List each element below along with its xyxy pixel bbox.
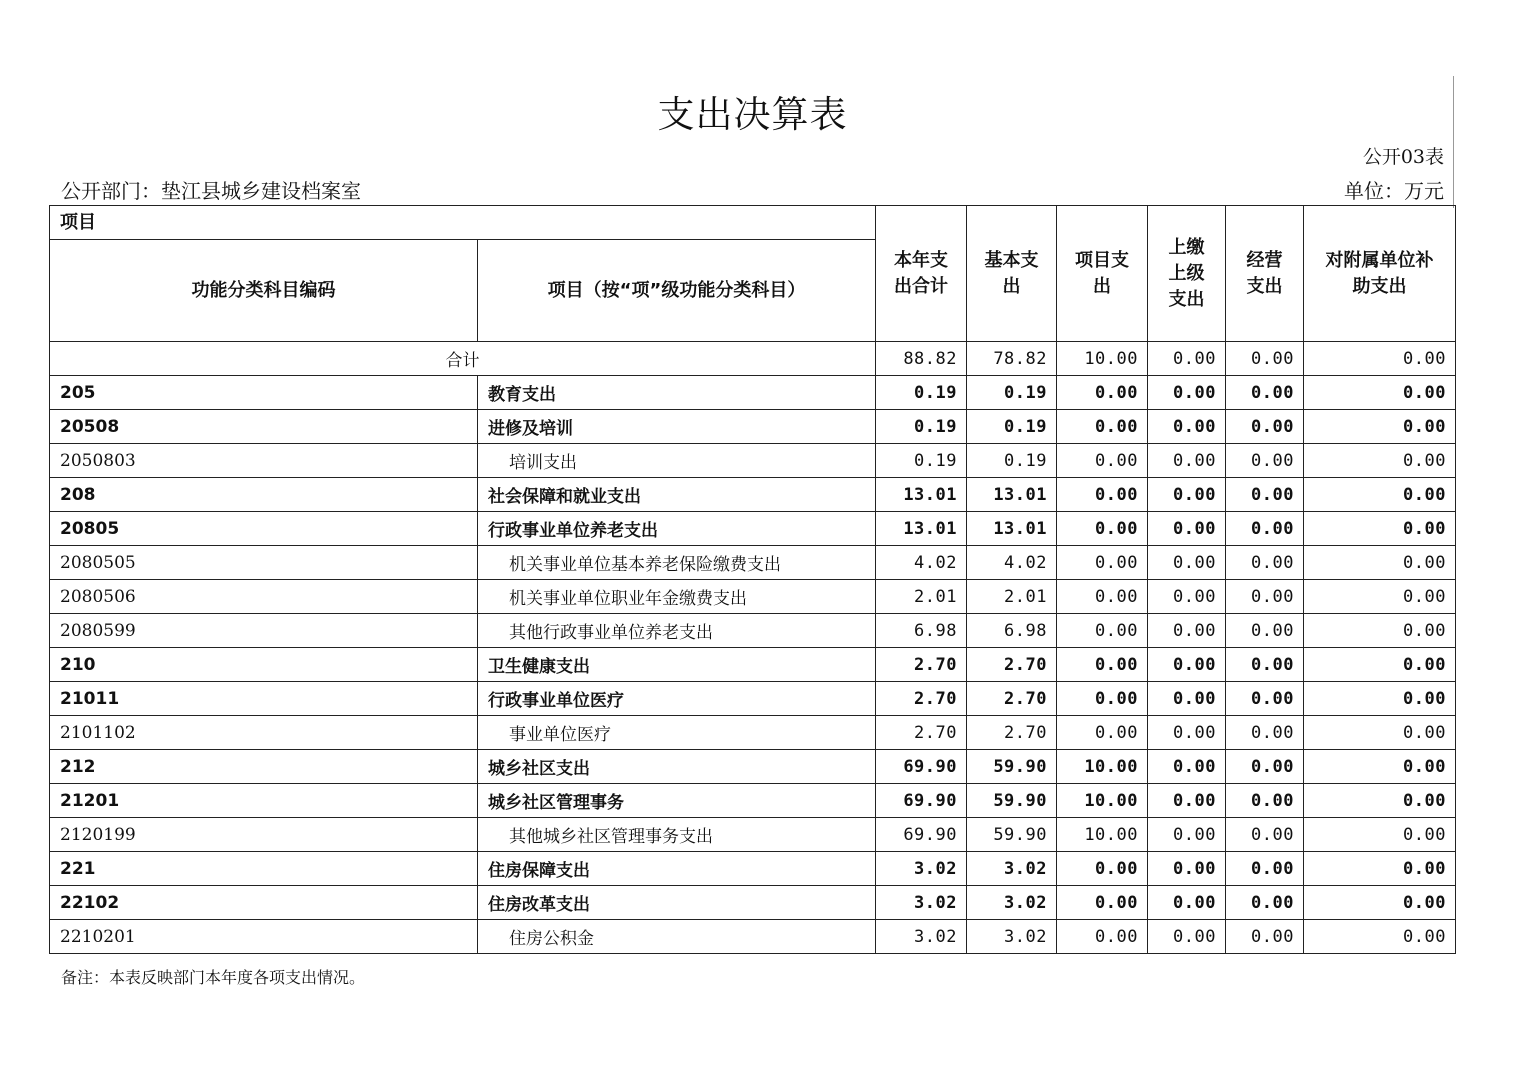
row-value: 0.00 [1148,716,1226,750]
row-value: 0.00 [1057,886,1148,920]
row-value: 0.19 [967,410,1057,444]
row-value: 4.02 [967,546,1057,580]
row-value: 0.00 [1226,478,1304,512]
row-value: 3.02 [967,920,1057,954]
total-value: 78.82 [967,342,1057,376]
row-value: 0.00 [1148,478,1226,512]
row-code: 20805 [50,512,478,546]
row-value: 0.00 [1304,784,1456,818]
row-code: 2080599 [50,614,478,648]
total-value: 88.82 [876,342,967,376]
row-value: 0.00 [1226,852,1304,886]
row-value: 0.00 [1226,580,1304,614]
row-value: 0.00 [1304,852,1456,886]
header-project: 项目支出 [1057,206,1148,342]
row-value: 0.00 [1226,716,1304,750]
table-row [50,444,1456,478]
row-value: 0.00 [1057,920,1148,954]
row-name: 住房保障支出 [478,852,876,886]
row-code: 208 [50,478,478,512]
row-value: 0.00 [1148,546,1226,580]
row-value: 0.00 [1057,716,1148,750]
row-name: 行政事业单位医疗 [478,682,876,716]
row-code: 2101102 [50,716,478,750]
row-value: 0.00 [1226,784,1304,818]
row-value: 3.02 [967,886,1057,920]
page-title: 支出决算表 [657,93,848,136]
row-value: 0.00 [1226,920,1304,954]
row-value: 0.00 [1304,886,1456,920]
table-row [50,920,1456,954]
row-value: 0.00 [1148,750,1226,784]
row-value: 0.00 [1057,478,1148,512]
total-label: 合计 [50,342,876,376]
row-value: 0.00 [1226,682,1304,716]
footnote: 备注：本表反映部门本年度各项支出情况。 [61,968,366,987]
row-name: 社会保障和就业支出 [478,478,876,512]
row-value: 6.98 [967,614,1057,648]
table-row [50,750,1456,784]
row-value: 0.00 [1226,614,1304,648]
row-value: 0.00 [1148,444,1226,478]
row-value: 69.90 [876,784,967,818]
table-row [50,716,1456,750]
row-value: 59.90 [967,750,1057,784]
header-basic: 基本支出 [967,206,1057,342]
row-value: 0.00 [1057,614,1148,648]
row-name: 卫生健康支出 [478,648,876,682]
row-name: 机关事业单位基本养老保险缴费支出 [478,546,876,580]
row-value: 0.00 [1226,818,1304,852]
table-row [50,818,1456,852]
row-value: 13.01 [967,478,1057,512]
row-value: 0.00 [1226,376,1304,410]
table-row [50,512,1456,546]
row-value: 0.00 [1304,478,1456,512]
row-code: 2080506 [50,580,478,614]
row-value: 0.00 [1226,512,1304,546]
row-value: 0.00 [1304,920,1456,954]
row-value: 13.01 [876,512,967,546]
row-value: 0.00 [1304,512,1456,546]
row-value: 0.00 [1304,648,1456,682]
department-label: 公开部门：垫江县城乡建设档案室 [61,179,361,203]
row-value: 3.02 [876,920,967,954]
row-value: 0.00 [1057,648,1148,682]
row-value: 0.00 [1057,512,1148,546]
row-name: 城乡社区支出 [478,750,876,784]
row-code: 20508 [50,410,478,444]
row-value: 0.00 [1148,410,1226,444]
row-value: 2.01 [967,580,1057,614]
row-value: 0.00 [1148,512,1226,546]
row-value: 3.02 [876,886,967,920]
row-code: 2050803 [50,444,478,478]
row-value: 2.70 [967,716,1057,750]
row-value: 0.00 [1304,750,1456,784]
row-value: 69.90 [876,818,967,852]
header-code: 功能分类科目编码 [50,240,478,342]
row-name: 事业单位医疗 [478,716,876,750]
table-row [50,410,1456,444]
table-row [50,478,1456,512]
row-value: 0.00 [1304,682,1456,716]
unit-label: 单位：万元 [1344,179,1444,203]
table-row [50,648,1456,682]
row-value: 0.00 [1304,614,1456,648]
total-value: 0.00 [1304,342,1456,376]
row-value: 0.19 [876,410,967,444]
row-name: 进修及培训 [478,410,876,444]
row-value: 0.00 [1148,920,1226,954]
row-name: 教育支出 [478,376,876,410]
row-code: 221 [50,852,478,886]
table-row [50,886,1456,920]
row-value: 2.70 [967,682,1057,716]
row-name: 城乡社区管理事务 [478,784,876,818]
table-number: 公开03表 [1362,146,1444,168]
row-code: 205 [50,376,478,410]
table-row [50,546,1456,580]
row-code: 212 [50,750,478,784]
header-business: 经营支出 [1226,206,1304,342]
row-value: 0.00 [1148,648,1226,682]
table-row [50,580,1456,614]
total-value: 0.00 [1148,342,1226,376]
row-name: 其他行政事业单位养老支出 [478,614,876,648]
row-value: 0.00 [1226,444,1304,478]
row-value: 69.90 [876,750,967,784]
row-name: 机关事业单位职业年金缴费支出 [478,580,876,614]
row-value: 59.90 [967,818,1057,852]
row-value: 13.01 [876,478,967,512]
row-code: 22102 [50,886,478,920]
row-value: 0.00 [1148,682,1226,716]
header-item-group: 项目 [50,206,876,240]
total-value: 0.00 [1226,342,1304,376]
row-value: 0.00 [1057,410,1148,444]
header-upper: 上缴上级支出 [1148,206,1226,342]
row-code: 21011 [50,682,478,716]
row-value: 59.90 [967,784,1057,818]
header-subsidy: 对附属单位补助支出 [1304,206,1456,342]
row-name: 其他城乡社区管理事务支出 [478,818,876,852]
row-value: 3.02 [967,852,1057,886]
row-value: 2.70 [876,716,967,750]
row-code: 2080505 [50,546,478,580]
row-value: 0.19 [967,444,1057,478]
row-value: 2.70 [876,648,967,682]
row-value: 0.00 [1057,376,1148,410]
row-value: 0.00 [1304,716,1456,750]
row-value: 6.98 [876,614,967,648]
table-row [50,376,1456,410]
row-value: 0.00 [1148,852,1226,886]
row-name: 住房改革支出 [478,886,876,920]
row-value: 0.00 [1148,818,1226,852]
table-row [50,682,1456,716]
row-code: 21201 [50,784,478,818]
row-value: 0.00 [1057,580,1148,614]
total-row [50,342,1456,376]
row-value: 0.00 [1304,444,1456,478]
row-value: 0.00 [1226,648,1304,682]
row-value: 2.01 [876,580,967,614]
row-value: 0.00 [1304,376,1456,410]
row-name: 行政事业单位养老支出 [478,512,876,546]
row-value: 0.00 [1148,614,1226,648]
row-value: 0.19 [967,376,1057,410]
header-total: 本年支出合计 [876,206,967,342]
row-value: 10.00 [1057,784,1148,818]
row-value: 3.02 [876,852,967,886]
table-row [50,784,1456,818]
row-value: 0.00 [1304,580,1456,614]
row-name: 住房公积金 [478,920,876,954]
row-code: 210 [50,648,478,682]
row-value: 2.70 [876,682,967,716]
row-value: 0.00 [1226,886,1304,920]
row-value: 10.00 [1057,750,1148,784]
row-value: 0.00 [1226,546,1304,580]
row-value: 0.00 [1226,750,1304,784]
row-value: 0.00 [1057,546,1148,580]
row-value: 0.00 [1148,784,1226,818]
row-value: 0.00 [1226,410,1304,444]
header-name: 项目（按“项”级功能分类科目） [478,240,876,342]
row-value: 13.01 [967,512,1057,546]
row-value: 0.00 [1304,818,1456,852]
row-value: 0.19 [876,376,967,410]
total-value: 10.00 [1057,342,1148,376]
row-value: 0.00 [1304,546,1456,580]
row-value: 0.00 [1148,376,1226,410]
row-code: 2210201 [50,920,478,954]
expenditure-table [49,205,1456,954]
row-value: 2.70 [967,648,1057,682]
row-value: 0.00 [1304,410,1456,444]
row-value: 0.00 [1057,444,1148,478]
table-row [50,614,1456,648]
table-row [50,852,1456,886]
row-value: 0.00 [1057,682,1148,716]
row-value: 0.00 [1148,886,1226,920]
row-name: 培训支出 [478,444,876,478]
row-value: 4.02 [876,546,967,580]
row-value: 0.19 [876,444,967,478]
row-value: 10.00 [1057,818,1148,852]
row-value: 0.00 [1148,580,1226,614]
row-code: 2120199 [50,818,478,852]
row-value: 0.00 [1057,852,1148,886]
